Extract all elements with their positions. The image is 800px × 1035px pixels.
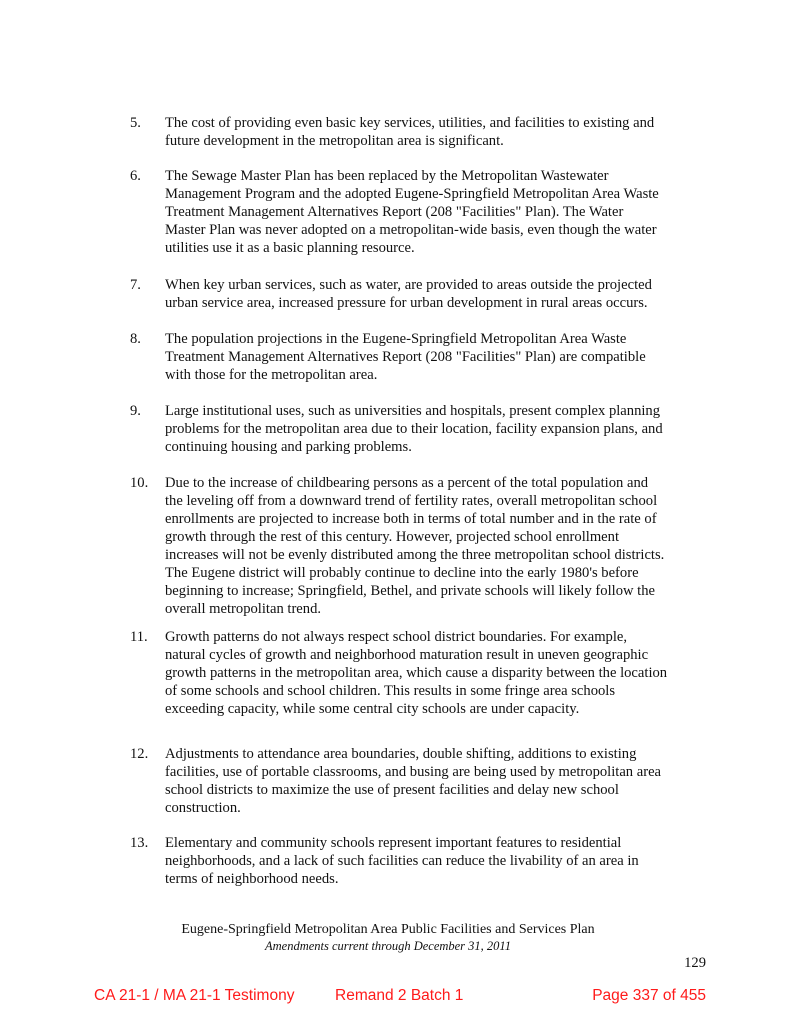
item-text-line: Treatment Management Alternatives Report (208 "Facilities" Plan). The Water (165, 204, 624, 220)
item-text-line: the leveling off from a downward trend of fertility rates, overall metropolitan school (165, 493, 658, 509)
item-text-line: problems for the metropolitan area due to their location, facility expansion plans, and (165, 421, 663, 437)
item-text-line: neighborhoods, and a lack of such facilities can reduce the livability of an area in (165, 853, 639, 869)
item-text-line: The Sewage Master Plan has been replaced by the Metropolitan Wastewater (165, 168, 609, 184)
item-text-line: facilities, use of portable classrooms, and busing are being used by metropolitan area (165, 764, 662, 780)
item-text-line: Adjustments to attendance area boundaries, double shifting, additions to existing (165, 746, 637, 762)
item-number: 12. (130, 746, 149, 762)
item-text-line: school districts to maximize the use of present facilities and delay new school (165, 782, 619, 798)
stamp-batch: Remand 2 Batch 1 (335, 987, 464, 1004)
stamp-testimony-id: CA 21-1 / MA 21-1 Testimony (94, 987, 295, 1004)
item-text (165, 834, 639, 888)
item-text-line: growth through the rest of this century. However, projected school enrollment (165, 529, 619, 545)
page-number: 129 (684, 955, 706, 971)
item-number: 7. (130, 277, 141, 293)
item-text-line: Master Plan was never adopted on a metropolitan-wide basis, even though the water (165, 222, 657, 238)
item-text (165, 628, 667, 718)
item-text-line: continuing housing and parking problems. (165, 439, 412, 455)
item-text (165, 474, 664, 618)
footer-title: Eugene-Springfield Metropolitan Area Public Facilities and Services Plan (181, 922, 595, 937)
item-text-line: construction. (165, 800, 241, 816)
stamp-page-count: Page 337 of 455 (592, 987, 706, 1004)
item-text-line: The population projections in the Eugene-Springfield Metropolitan Area Waste (165, 331, 627, 347)
item-text-line: exceeding capacity, while some central city schools are under capacity. (165, 701, 580, 717)
item-text-line: of some schools and school children. This results in some fringe area schools (165, 683, 616, 699)
item-text-line: increases will not be evenly distributed among the three metropolitan school districts. (165, 547, 665, 563)
item-text-line: future development in the metropolitan area is significant. (165, 133, 504, 149)
item-text-line: Due to the increase of childbearing persons as a percent of the total population and (165, 475, 649, 491)
item-number: 5. (130, 115, 141, 131)
item-text-line: Elementary and community schools represent important features to residential (165, 835, 622, 851)
item-number: 13. (130, 835, 149, 851)
item-text-line: Large institutional uses, such as universities and hospitals, present complex planning (165, 403, 661, 419)
item-number: 11. (130, 629, 148, 645)
item-text (165, 402, 663, 456)
item-text-line: The cost of providing even basic key services, utilities, and facilities to existing and (165, 115, 655, 131)
item-number: 9. (130, 403, 141, 419)
item-text (165, 167, 659, 257)
item-text-line: When key urban services, such as water, are provided to areas outside the projected (165, 277, 652, 293)
item-text (165, 745, 661, 817)
item-text (165, 276, 652, 312)
item-text-line: utilities use it as a basic planning resource. (165, 240, 415, 256)
footer-subtitle: Amendments current through December 31, 2011 (264, 939, 511, 953)
item-text-line: Growth patterns do not always respect school district boundaries. For example, (165, 629, 628, 645)
item-text-line: enrollments are projected to increase both in terms of total number and in the rate of (165, 511, 657, 527)
item-number: 6. (130, 168, 141, 184)
item-text-line: with those for the metropolitan area. (165, 367, 378, 383)
item-text-line: growth patterns in the metropolitan area, which cause a disparity between the location (165, 665, 668, 681)
item-text-line: beginning to increase; Springfield, Bethel, and private schools will likely follow the (165, 583, 656, 599)
item-text-line: Treatment Management Alternatives Report (208 "Facilities" Plan) are compatible (165, 349, 646, 365)
item-text-line: The Eugene district will probably continue to decline into the early 1980's before (165, 565, 639, 581)
item-text-line: terms of neighborhood needs. (165, 871, 339, 887)
item-text-line: overall metropolitan trend. (165, 601, 322, 617)
item-text (165, 330, 646, 384)
item-text-line: urban service area, increased pressure for urban development in rural areas occurs. (165, 295, 648, 311)
item-text (165, 114, 654, 150)
item-text-line: Management Program and the adopted Eugene-Springfield Metropolitan Area Waste (165, 186, 659, 202)
item-text-line: natural cycles of growth and neighborhood maturation result in uneven geographic (165, 647, 649, 663)
item-number: 8. (130, 331, 141, 347)
item-number: 10. (130, 475, 149, 491)
